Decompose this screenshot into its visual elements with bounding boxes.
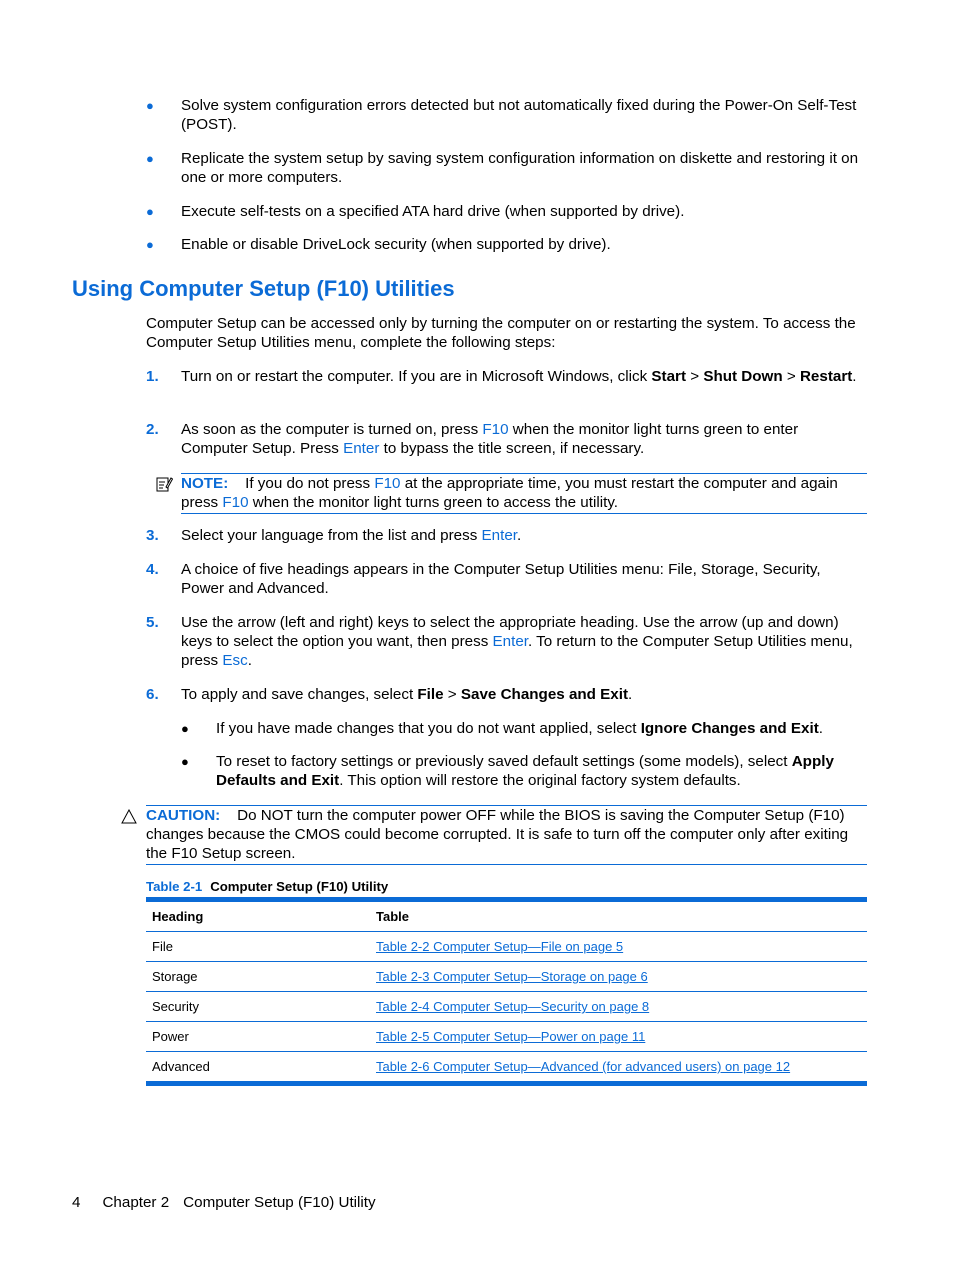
bullet-item: [146, 235, 867, 254]
step-text: Select your language from the list and press Enter.: [181, 527, 522, 544]
key-name: Enter: [481, 527, 518, 544]
intro-paragraph: Computer Setup can be accessed only by turning the computer on or restarting the system. To access the Computer Setup Utilities menu, complete the following steps:: [146, 315, 856, 351]
table-row: [146, 1052, 867, 1081]
key-name: F10: [374, 475, 401, 492]
bullet-icon: ●: [146, 204, 154, 219]
step-number: 1.: [146, 368, 159, 385]
caution-text: Do NOT turn the computer power OFF while the BIOS is saving the Computer Setup (F10) changes because the CMOS could become corrupted. It is safe to turn off the computer only after exiting the F10 Setup screen.: [146, 807, 849, 862]
bullet-icon: ●: [146, 98, 154, 113]
heading-cell: Security: [152, 999, 199, 1014]
table-link[interactable]: Table 2-6 Computer Setup—Advanced (for advanced users) on page 12: [376, 1059, 791, 1074]
note-box: NOTE: If you do not press F10 at the appropriate time, you must restart the computer and again press F10 when the monitor light turns green to access the utility.: [181, 473, 867, 514]
bullet-icon: ●: [146, 237, 154, 252]
page-footer: [72, 1193, 398, 1212]
table-link[interactable]: Table 2-5 Computer Setup—Power on page 11: [376, 1029, 646, 1044]
step-number: 6.: [146, 686, 159, 703]
bullet-icon: ●: [181, 754, 189, 769]
step-text: Turn on or restart the computer. If you are in Microsoft Windows, click Start > Shut Down > Restart.: [181, 368, 857, 385]
bullet-item: [146, 202, 867, 221]
step-number: 4.: [146, 561, 159, 578]
bullet-item: [146, 149, 867, 187]
note-icon: [156, 476, 173, 493]
table-title: Computer Setup (F10) Utility: [210, 879, 389, 894]
table-row: [146, 992, 867, 1022]
table-link[interactable]: Table 2-4 Computer Setup—Security on page 8: [376, 999, 650, 1014]
bullet-text: Replicate the system setup by saving system configuration information on diskette and restoring it on one or more computers.: [181, 150, 859, 186]
table-link[interactable]: Table 2-2 Computer Setup—File on page 5: [376, 939, 624, 954]
step-text: To apply and save changes, select File > Save Changes and Exit.: [181, 686, 633, 703]
bullet-item: [146, 96, 867, 134]
step-text: As soon as the computer is turned on, press F10 when the monitor light turns green to enter Computer Setup. Press Enter to bypass the title screen, if necessary.: [181, 421, 799, 457]
footer-chapter: Chapter 2: [102, 1194, 170, 1211]
table-row: [146, 932, 867, 962]
utility-table: [146, 897, 867, 1086]
column-header: Table: [376, 909, 409, 924]
step-4: [146, 560, 867, 598]
bullet-icon: ●: [146, 151, 154, 166]
step-6: [146, 685, 867, 704]
key-name: F10: [222, 494, 249, 511]
warning-triangle-icon: [121, 809, 137, 824]
bullet-text: If you have made changes that you do not want applied, select Ignore Changes and Exit.: [216, 720, 823, 737]
sub-bullet-item: [181, 752, 867, 790]
bullet-text: To reset to factory settings or previously saved default settings (some models), select Apply Defaults and Exit. This option will restore the original factory system defaults.: [216, 753, 834, 789]
heading-cell: Storage: [152, 969, 198, 984]
bullet-text: Execute self-tests on a specified ATA hard drive (when supported by drive).: [181, 203, 685, 220]
section-heading: Using Computer Setup (F10) Utilities: [72, 276, 455, 301]
step-number: 2.: [146, 421, 159, 438]
table-link[interactable]: Table 2-3 Computer Setup—Storage on page 6: [376, 969, 648, 984]
key-name: Enter: [492, 633, 528, 650]
heading-cell: File: [152, 939, 173, 954]
key-name: F10: [482, 421, 509, 438]
bullet-text: Solve system configuration errors detected but not automatically fixed during the Power-On Self-Test (POST).: [181, 97, 857, 133]
step-3: [146, 526, 867, 545]
bullet-icon: ●: [181, 721, 189, 736]
note-label: NOTE:: [181, 475, 229, 492]
step-2: [146, 420, 867, 458]
step-text: Use the arrow (left and right) keys to select the appropriate heading. Use the arrow (up and down) keys to select the option you want, then press Enter. To return to the Computer Setup Utilities menu, press Esc.: [181, 614, 853, 669]
table-row: [146, 1022, 867, 1052]
step-text: A choice of five headings appears in the Computer Setup Utilities menu: File, Storage, Security, Power and Advanced.: [181, 561, 821, 597]
table-header-row: [146, 902, 867, 932]
table-number: Table 2-1: [146, 879, 203, 894]
footer-title: Computer Setup (F10) Utility: [183, 1194, 376, 1211]
table-row: [146, 962, 867, 992]
step-number: 3.: [146, 527, 159, 544]
step-number: 5.: [146, 614, 159, 631]
sub-bullet-item: [181, 719, 867, 738]
table-caption: [146, 877, 388, 896]
column-header: Heading: [152, 909, 204, 924]
step-5: [146, 613, 867, 670]
caution-box: [146, 805, 867, 865]
step-1: [146, 367, 867, 386]
page-number: 4: [72, 1194, 81, 1211]
key-name: Esc: [222, 652, 248, 669]
key-name: Enter: [343, 440, 380, 457]
caution-label: CAUTION:: [146, 807, 221, 824]
bullet-text: Enable or disable DriveLock security (when supported by drive).: [181, 236, 611, 253]
heading-cell: Power: [152, 1029, 189, 1044]
heading-cell: Advanced: [152, 1059, 210, 1074]
